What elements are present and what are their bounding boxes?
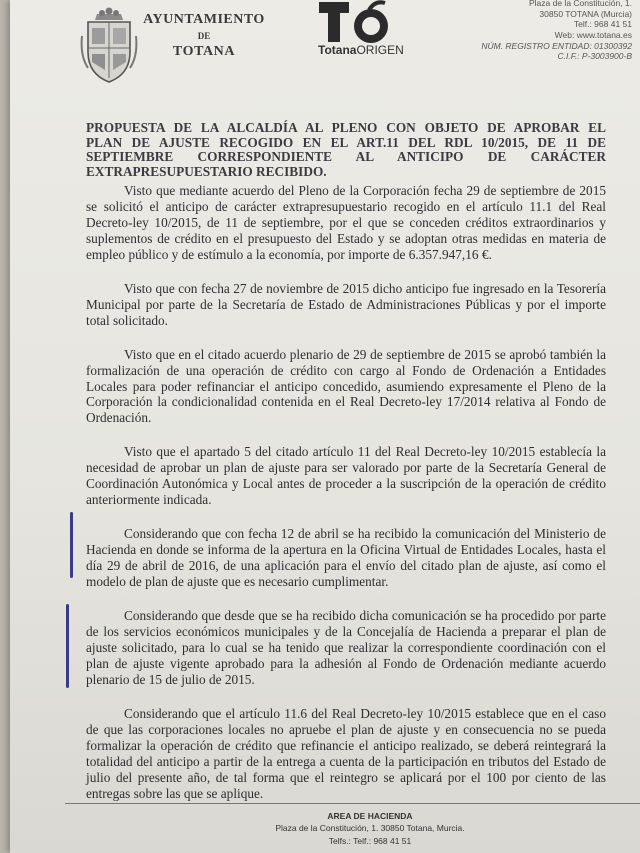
contact-city: 30850 TOTANA (Murcia): [539, 8, 632, 19]
pen-margin-mark-2: [66, 604, 69, 688]
document-body: [86, 183, 606, 820]
paragraph-3: Visto que en el citado acuerdo plenario de 29 de septiembre de 2015 se aprobó también la formalización de una operación de crédito con cargo al Fondo de Ordenación a Entidades Locales para poder refinanciar el anticipo concedido, asumiendo expresamente el Pleno de la Corporación la condicionalidad contenida en el Real Decreto-ley 17/2014 relativa al Fondo de Ordenación.: [86, 346, 606, 426]
contact-address: Plaza de la Constitución, 1.: [528, 0, 632, 8]
contact-web: Web: www.totana.es: [554, 29, 632, 40]
municipality-name: [140, 12, 268, 61]
logo-word-light: ORIGEN: [356, 43, 404, 57]
paragraph-4: Visto que el apartado 5 del citado artículo 11 del Real Decreto-ley 10/2015 establecía la necesidad de aprobar un plan de ajuste para ser valorado por parte de la Secretaría General de Coordinación Autonómica y Local antes de proceder a la suscripción de la operación de crédito anteriormente indicada.: [86, 444, 606, 508]
footer-address: Plaza de la Constitución, 1. 30850 Totana, Murcia.: [275, 823, 465, 834]
title-line-1: PROPUESTA DE LA ALCALDÍA AL PLENO CON OBJETO DE APROBAR EL: [86, 120, 606, 135]
footer: [220, 810, 520, 847]
coat-of-arms-logo: [80, 6, 138, 86]
paragraph-6: Considerando que desde que se ha recibido dicha comunicación se ha procedido por parte de los servicios económicos municipales y de la Concejalía de Hacienda a preparar el plan de ajuste solicitado, para lo cual se ha tenido que realizar la correspondiente coordinación con el plan de ajuste vigente aprobado para la adhesión al Fondo de Ordenación mediante acuerdo plenario de 15 de julio de 2015.: [86, 608, 606, 687]
footer-divider: [65, 803, 640, 804]
contact-registry: NÚM. REGISTRO ENTIDAD: 01300392: [481, 40, 632, 51]
paragraph-1: Visto que mediante acuerdo del Pleno de la Corporación fecha 29 de septiembre de 2015 se solicitó el anticipo de carácter extrapresupuestario recogido en el artículo 11.1 del Real Decreto-ley 10/2015, de 11 de septiembre, por el que se conceden créditos extraordinarios y suplementos de crédito en el presupuesto del Estado y se adoptan otras medidas en materia de empleo público y de estímulo a la economía, por importe de 6.357.947,16 €.: [86, 183, 606, 262]
municipality-line-3: TOTANA: [172, 44, 236, 60]
title-line-3: SEPTIEMBRE CORRESPONDIENTE AL ANTICIPO DE CARÁCTER: [86, 149, 606, 165]
paragraph-2: Visto que con fecha 27 de noviembre de 2015 dicho anticipo fue ingresado en la Tesorería Municipal por parte de la Secretaría de Estado de Administraciones Públicas y por el importe total solicitado.: [86, 280, 606, 328]
logo-wordmark: [318, 43, 404, 57]
footer-phone: Telfs.: Telf.: 968 41 51: [328, 835, 412, 846]
contact-block: [442, 0, 632, 62]
pen-margin-mark-1: [70, 512, 73, 578]
logo-word-bold: Totana: [318, 43, 357, 57]
document-title: [86, 121, 606, 180]
contact-cif: C.I.F.: P-3003900-B: [557, 51, 632, 62]
title-line-4: EXTRAPRESUPUESTARIO RECIBIDO.: [86, 163, 327, 179]
totana-origen-logo: [315, 0, 405, 48]
paragraph-5: Considerando que con fecha 12 de abril se ha recibido la comunicación del Ministerio de Hacienda en donde se informa de la apertura en la Oficina Virtual de Entidades Locales, hasta el día 29 de abril de 2016, de una aplicación para el envío del citado plan de ajuste, así como el modelo de plan de ajuste que es necesario cumplimentar.: [86, 526, 606, 590]
paragraph-7: Considerando que el artículo 11.6 del Real Decreto-ley 10/2015 establece que en el caso de que las corporaciones locales no apruebe el plan de ajuste y en consecuencia no se pueda formalizar la operación de crédito que refinancie el anticipo realizado, se deberá reintegrará la totalidad del anticipo a partir de la entrega a cuenta de la participación en tributos del Estado de julio del presente año, de tal forma que el reintegro se aplicará por el 100 por ciento de las entregas sobre las que se aplique.: [86, 705, 606, 801]
contact-phone: Telf.: 968 41 51: [573, 19, 632, 30]
municipality-line-1: AYUNTAMIENTO: [143, 12, 265, 27]
footer-area: AREA DE HACIENDA: [327, 811, 413, 821]
municipality-line-2: DE: [197, 31, 211, 42]
document-page: [10, 0, 640, 853]
title-line-2: PLAN DE AJUSTE RECOGIDO EN EL ART.11 DEL RDL 10/2015, DE 11 DE: [86, 134, 606, 150]
